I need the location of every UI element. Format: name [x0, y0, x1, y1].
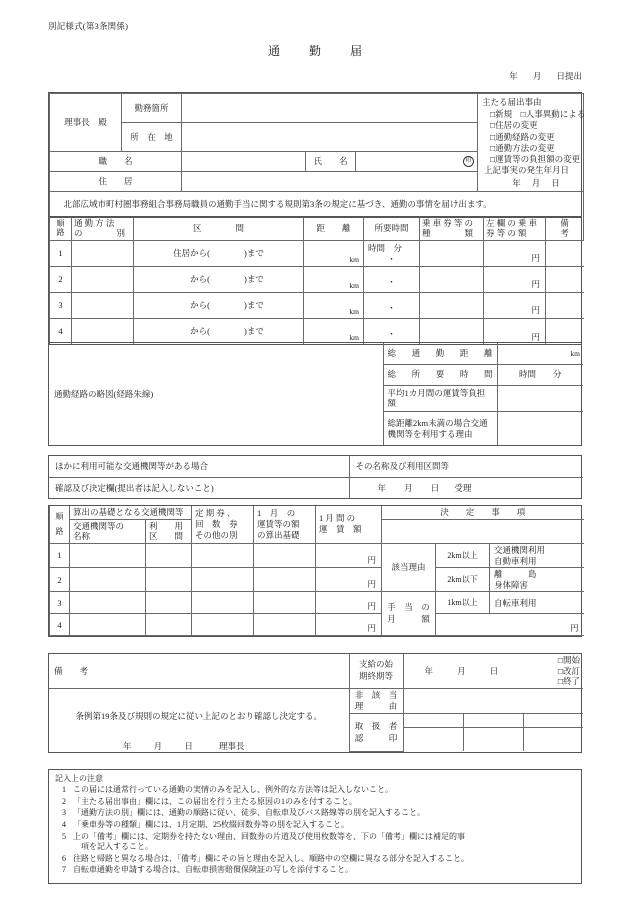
- form-code: 別記様式(第3条関係): [48, 21, 129, 31]
- handler-l1: 取 扱 者: [354, 720, 398, 731]
- note-index: 5: [62, 831, 66, 841]
- table-row: [50, 318, 584, 344]
- monthly-fare-l1: 1 月 間 の: [319, 513, 356, 524]
- avg-monthly-fare-value[interactable]: [497, 385, 583, 411]
- submit-day: 日提出: [556, 71, 582, 81]
- handler-seal-box-2[interactable]: [463, 727, 523, 751]
- criteria-kind: 自動車利用: [494, 555, 537, 566]
- route-distance-input[interactable]: [304, 318, 364, 344]
- note-item-3: [55, 808, 575, 819]
- basis-section-l2: 区 間: [149, 531, 184, 542]
- payment-check-end[interactable]: □終了: [557, 676, 580, 687]
- submit-month: 月: [532, 71, 542, 81]
- route-table: [49, 217, 584, 344]
- footer-block: [48, 653, 582, 753]
- non-applicable-label: [349, 688, 403, 714]
- route-col-section: 区 間: [134, 217, 304, 240]
- decision-row-no: 2: [50, 568, 70, 592]
- total-time-label-text: 総 所 要 時 間: [387, 369, 493, 380]
- unit-yen: 円: [367, 554, 377, 565]
- unit-km: km: [349, 306, 359, 316]
- location-label: 所 在 地: [122, 122, 182, 151]
- total-distance-label-text: 総 通 勤 距 離: [387, 348, 493, 359]
- route-block: [48, 216, 586, 345]
- confirmation-date[interactable]: [54, 741, 344, 751]
- route-ticket-input[interactable]: [420, 318, 484, 344]
- decision-col-calc-basis: [254, 506, 316, 543]
- route-time-input[interactable]: [364, 240, 420, 266]
- confirm-signer: 理事長: [218, 740, 245, 751]
- allowance-label-l1: 手 当 の: [387, 601, 430, 612]
- note-index: 2: [62, 796, 66, 806]
- route-col-remarks: 備 考: [546, 217, 584, 240]
- handler-seal-label: [349, 714, 403, 751]
- route-ticket-input[interactable]: [420, 292, 484, 318]
- route-method-input[interactable]: [72, 240, 134, 266]
- table-row: [50, 543, 584, 567]
- route-row-no: 2: [50, 266, 72, 292]
- applicant-table: [49, 93, 584, 217]
- route-col-fare-l1: 左 欄 の 乗 車: [486, 218, 538, 228]
- other-transport-block: [48, 455, 582, 499]
- avg-monthly-fare-label: 平均1カ月間の運賃等負担額: [383, 385, 497, 411]
- residence-label: 住 居: [50, 171, 182, 191]
- route-col-method-l1: 通 勤 方 法: [74, 218, 115, 228]
- route-method-input[interactable]: [72, 318, 134, 344]
- table-row: [50, 592, 584, 614]
- note-text: 「主たる届出事由」欄には、この届出を行う主たる原因の1のみを付すること。: [73, 796, 357, 806]
- payment-day: 日: [489, 665, 499, 676]
- decision-monthly-fare-input[interactable]: [316, 614, 382, 636]
- remarks-area[interactable]: [49, 654, 349, 688]
- allowance-label-l2: 月 額: [387, 613, 430, 624]
- route-col-distance: 距 離: [304, 217, 364, 240]
- note-text: 自転車通勤を申請する場合は、自転車損害賠償保険証の写しを添付すること。: [73, 865, 353, 875]
- route-col-method: [72, 217, 134, 240]
- route-section-input[interactable]: から( )まで: [134, 318, 304, 344]
- note-item-4: [55, 820, 575, 831]
- decision-calc-basis-input[interactable]: [254, 543, 316, 567]
- decision-col-basis-name: [70, 519, 146, 543]
- route-fare-input[interactable]: [484, 318, 546, 344]
- criteria-kind: 自転車利用: [494, 597, 537, 608]
- remarks-label: 備 考: [54, 665, 89, 676]
- decision-col-order-l2: 路: [55, 527, 64, 537]
- calc-basis-l1: 1 月 の: [257, 507, 296, 518]
- criteria-range-2km-over: 2km以上: [436, 543, 490, 567]
- table-row: [50, 614, 584, 636]
- decision-col-basis-group: 算出の基礎となる交通機関等: [70, 506, 192, 519]
- time-dot: ・: [387, 254, 396, 265]
- notes-title: 記入上の注意: [55, 774, 103, 783]
- payment-date-and-checks[interactable]: [403, 654, 583, 688]
- route-col-order-l1: 順: [56, 218, 65, 228]
- route-method-input[interactable]: [72, 292, 134, 318]
- payment-period-l1: 支給の始: [358, 659, 393, 670]
- decision-col-order: [50, 506, 70, 543]
- route-map-area[interactable]: [49, 343, 383, 445]
- note-item-7: [55, 865, 575, 876]
- calc-basis-l2: 運賃等の額: [257, 518, 300, 529]
- criteria-kind: 身体障害: [494, 579, 529, 590]
- route-row-no: 3: [50, 292, 72, 318]
- reasons-title: 主たる届出事由: [482, 97, 542, 107]
- note-text: 「乗車券等の種類」欄には、1月定期、25枚綴回数券等の別を記入すること。: [73, 820, 349, 830]
- criteria-kind: 交通機関利用: [494, 544, 546, 555]
- decision-basis-section-input[interactable]: [146, 568, 192, 592]
- criteria-label: 該当理由: [382, 543, 436, 592]
- map-summary-table: [49, 343, 583, 445]
- table-row: [50, 266, 584, 292]
- ticket-kind-l2: 回 数 券: [195, 518, 238, 529]
- decision-header-row: [50, 506, 584, 519]
- total-time-label: [383, 364, 497, 385]
- confirm-year: 年: [123, 740, 132, 751]
- route-row-no: 4: [50, 318, 72, 344]
- handler-seal-box-1[interactable]: [403, 727, 463, 751]
- occurrence-month: 月: [531, 177, 541, 188]
- note-text: この届には通常行っている通勤の実情のみを記入し、例外的な方法等は記入しないこと。: [73, 784, 393, 794]
- applicant-block: [48, 92, 586, 218]
- time-dot: ・: [387, 303, 396, 314]
- route-fare-input[interactable]: [484, 240, 546, 266]
- note-item-5: [55, 832, 575, 853]
- note-index: 3: [62, 808, 66, 818]
- other-transport-table: [49, 456, 583, 498]
- note-index: 7: [62, 865, 66, 875]
- unit-km: km: [570, 349, 580, 359]
- route-time-input[interactable]: [364, 266, 420, 292]
- seal-icon: 印: [463, 156, 474, 167]
- receipt-date[interactable]: [349, 477, 583, 498]
- note-text-cont: 項を記入すること。: [81, 841, 153, 851]
- decision-calc-basis-input[interactable]: [254, 614, 316, 636]
- receipt-label: 受理: [454, 482, 472, 493]
- confirmation-area: [49, 688, 349, 751]
- note-text: 「通勤方法の別」欄には、通勤の順路に従い、徒歩、自転車及びバス路線等の別を記入すること。: [73, 808, 425, 818]
- route-map-label: 通勤経路の略図(経路朱線): [54, 388, 154, 399]
- route-distance-input[interactable]: [304, 266, 364, 292]
- unit-yen: 円: [531, 279, 540, 290]
- table-row: [50, 292, 584, 318]
- criteria-range-2km-under: 2km以下: [436, 568, 490, 592]
- decision-row-no: 1: [50, 543, 70, 567]
- route-remarks-input[interactable]: [546, 318, 584, 344]
- unit-time: 時間 分: [368, 242, 403, 253]
- receipt-month: 月: [404, 482, 413, 493]
- decision-block: [48, 505, 582, 637]
- total-distance-value[interactable]: [497, 343, 583, 364]
- route-col-fare: [484, 217, 546, 240]
- ticket-kind-l1: 定 期 券 、: [195, 507, 236, 518]
- reason-checkbox-new[interactable]: □新規 □人事異動による: [490, 108, 586, 119]
- non-applicable-l1: 非 該 当: [354, 689, 398, 700]
- basis-name-l1: 交通機関等の: [73, 520, 125, 531]
- unit-yen: 円: [531, 253, 540, 264]
- unit-yen: 円: [367, 601, 377, 612]
- unit-time: 時間 分: [518, 369, 562, 380]
- handler-l2: 認 印: [354, 732, 398, 743]
- route-col-ticket-type: [420, 217, 484, 240]
- residence-input[interactable]: [182, 171, 478, 191]
- allowance-amount-input[interactable]: [436, 614, 584, 636]
- route-header-row: [50, 217, 584, 240]
- unit-km: km: [349, 280, 359, 290]
- route-remarks-input[interactable]: [546, 240, 584, 266]
- decision-monthly-fare-input[interactable]: [316, 568, 382, 592]
- decision-ticket-kind-input[interactable]: [192, 568, 254, 592]
- decision-row-no: 3: [50, 592, 70, 614]
- other-transport-name-label[interactable]: その名称及び利用区間等: [349, 456, 583, 477]
- unit-yen: 円: [570, 623, 579, 634]
- decision-basis-name-input[interactable]: [70, 592, 146, 614]
- unit-yen: 円: [531, 305, 540, 316]
- decision-calc-basis-input[interactable]: [254, 592, 316, 614]
- route-section-input[interactable]: 住居から( )まで: [134, 240, 304, 266]
- payment-year: 年: [424, 665, 434, 676]
- addressee-label: 理事長 殿: [50, 94, 122, 152]
- occurrence-day: 日: [551, 177, 560, 188]
- workplace-input[interactable]: [182, 94, 478, 123]
- decision-calc-basis-input[interactable]: [254, 568, 316, 592]
- route-fare-input[interactable]: [484, 292, 546, 318]
- occurrence-year: 年: [512, 177, 521, 188]
- route-col-ticket-type-l1: 乗 車 券 等 の: [422, 218, 474, 228]
- notes-area: [49, 770, 581, 883]
- reasons-cell: [478, 94, 584, 192]
- handler-seal-top-2[interactable]: [463, 714, 523, 727]
- decision-monthly-fare-input[interactable]: [316, 592, 382, 614]
- route-remarks-input[interactable]: [546, 266, 584, 292]
- criteria-kinds-2km-under: [490, 568, 584, 592]
- unit-km: km: [349, 333, 359, 343]
- decision-items-spacer: [382, 519, 584, 543]
- decision-row-no: 4: [50, 614, 70, 636]
- decision-basis-name-input[interactable]: [70, 614, 146, 636]
- note-index: 1: [62, 784, 66, 794]
- note-text: 往路と帰路と異なる場合は、「備考」欄にその旨と理由を記入し、順路中の空欄に異なる部分を記入すること。: [73, 853, 469, 863]
- decision-monthly-fare-input[interactable]: [316, 543, 382, 567]
- route-section-input[interactable]: から( )まで: [134, 266, 304, 292]
- reason-checkbox-route[interactable]: □通勤経路の変更: [490, 131, 555, 142]
- handler-seal-box-3[interactable]: [523, 727, 583, 751]
- table-row: [50, 240, 584, 266]
- unit-km: km: [349, 254, 359, 264]
- decision-col-ticket-kind: [192, 506, 254, 543]
- footer-table: [49, 654, 583, 752]
- route-ticket-input[interactable]: [420, 266, 484, 292]
- name-input[interactable]: [356, 151, 478, 171]
- page-title: 通 勤 届: [267, 44, 375, 58]
- criteria-kinds-1km-over: [490, 592, 584, 614]
- total-distance-label: [383, 343, 497, 364]
- job-title-input[interactable]: [182, 151, 306, 171]
- decision-col-monthly-fare: [316, 506, 382, 543]
- job-title-label: 職 名: [50, 151, 182, 171]
- criteria-range-1km-over: 1km以上: [436, 592, 490, 614]
- decision-col-order-l1: 順: [55, 511, 64, 521]
- non-applicable-input[interactable]: [403, 688, 583, 714]
- payment-period-label: [349, 654, 403, 688]
- calc-basis-l3: の算出基礎: [257, 529, 300, 540]
- route-col-fare-l2: 券 等 の 額: [486, 228, 527, 239]
- note-item-1: [55, 785, 575, 796]
- reasons-list: [482, 108, 586, 165]
- reason-checkbox-method[interactable]: □通勤方法の変更: [490, 142, 555, 153]
- receipt-year: 年: [377, 482, 387, 493]
- confirm-day: 日: [184, 740, 193, 751]
- note-item-6: [55, 854, 575, 865]
- decision-col-basis-section: [146, 519, 192, 543]
- route-col-order: [50, 217, 72, 240]
- basis-name-l2: 名称: [73, 531, 91, 542]
- ticket-kind-l3: その他の別: [195, 529, 238, 540]
- route-section-input[interactable]: から( )まで: [134, 292, 304, 318]
- decision-items-title: 決 定 事 項: [382, 506, 584, 519]
- submit-year: 年: [509, 71, 518, 81]
- decision-basis-name-input[interactable]: [70, 543, 146, 567]
- route-remarks-input[interactable]: [546, 292, 584, 318]
- submission-date: [509, 70, 582, 82]
- handler-seal-top-1[interactable]: [403, 714, 463, 727]
- unit-yen: 円: [367, 579, 377, 590]
- notes-block: [48, 769, 582, 884]
- time-dot: ・: [387, 329, 396, 340]
- note-index: 6: [62, 853, 66, 863]
- decision-ticket-kind-input[interactable]: [192, 614, 254, 636]
- route-distance-input[interactable]: [304, 292, 364, 318]
- decision-section-title: 確認及び決定欄(提出者は記入しないこと): [49, 477, 349, 498]
- decision-basis-section-input[interactable]: [146, 543, 192, 567]
- route-distance-input[interactable]: [304, 240, 364, 266]
- note-index: 4: [62, 820, 66, 830]
- map-summary-block: [48, 342, 582, 446]
- other-transport-label: ほかに利用可能な交通機関等がある場合: [49, 456, 349, 477]
- unit-yen: 円: [367, 623, 377, 634]
- route-ticket-input[interactable]: [420, 240, 484, 266]
- decision-ticket-kind-input[interactable]: [192, 592, 254, 614]
- decision-table: [49, 506, 584, 636]
- route-col-ticket-type-l2: 種 類: [422, 228, 474, 239]
- statement-text: 北部広域市町村圏事務組合事務局職員の通勤手当に関する規則第3条の規定に基づき、通勤の事情を届け出ます。: [50, 191, 584, 217]
- decision-basis-section-input[interactable]: [146, 614, 192, 636]
- receipt-day: 日: [430, 482, 440, 493]
- unit-yen: 円: [531, 331, 540, 342]
- route-fare-input[interactable]: [484, 266, 546, 292]
- time-dot: ・: [387, 277, 396, 288]
- non-applicable-l2: 理 由: [354, 700, 398, 711]
- note-text: 上の「備考」欄には、定期券を持たない理由、回数券の片道及び使用枚数等を、下の「備考」欄には補足的事: [73, 831, 465, 841]
- reason-checkbox-fare[interactable]: □運賃等の負担額の変更: [490, 154, 581, 165]
- confirmation-text: 条例第19条及び規則の規定に従い上記のとおり確認し決定する。: [75, 710, 322, 721]
- route-col-order-l2: 路: [56, 228, 65, 238]
- payment-month: 月: [457, 665, 466, 676]
- handler-seal-top-3[interactable]: [523, 714, 583, 727]
- reason-checkbox-residence[interactable]: □住居の変更: [490, 120, 538, 131]
- payment-check-start[interactable]: □開始: [557, 655, 580, 665]
- allowance-label: [382, 592, 436, 636]
- route-col-time: 所要時間: [364, 217, 420, 240]
- workplace-label: 勤務箇所: [122, 94, 182, 123]
- route-row-no: 1: [50, 240, 72, 266]
- monthly-fare-l2: 運 賃 額: [319, 524, 362, 535]
- table-row: [50, 568, 584, 592]
- route-method-input[interactable]: [72, 266, 134, 292]
- payment-period-l2: 期終期等: [358, 670, 393, 681]
- basis-section-l1: 利 用: [149, 520, 184, 531]
- payment-check-group[interactable]: [558, 655, 580, 687]
- location-input[interactable]: [182, 122, 478, 151]
- occurrence-date[interactable]: [482, 176, 579, 188]
- payment-check-revise[interactable]: □改訂: [557, 665, 580, 676]
- note-item-2: [55, 797, 575, 808]
- total-time-value[interactable]: [497, 364, 583, 385]
- criteria-kinds-2km-over: [490, 543, 584, 567]
- route-col-method-l2: の 別: [74, 228, 126, 239]
- route-time-input[interactable]: [364, 318, 420, 344]
- criteria-kind: 離 島: [494, 569, 537, 580]
- name-label: 氏 名: [306, 151, 356, 171]
- under-2km-reason-label: 総距離2km未満の場合交通機関等を利用する理由: [383, 411, 497, 445]
- occurrence-label: 上記事実の発生年月日: [484, 165, 570, 176]
- route-time-input[interactable]: [364, 292, 420, 318]
- decision-basis-section-input[interactable]: [146, 592, 192, 614]
- confirm-month: 月: [153, 740, 163, 751]
- decision-ticket-kind-input[interactable]: [192, 543, 254, 567]
- under-2km-reason-value[interactable]: [497, 411, 583, 445]
- decision-basis-name-input[interactable]: [70, 568, 146, 592]
